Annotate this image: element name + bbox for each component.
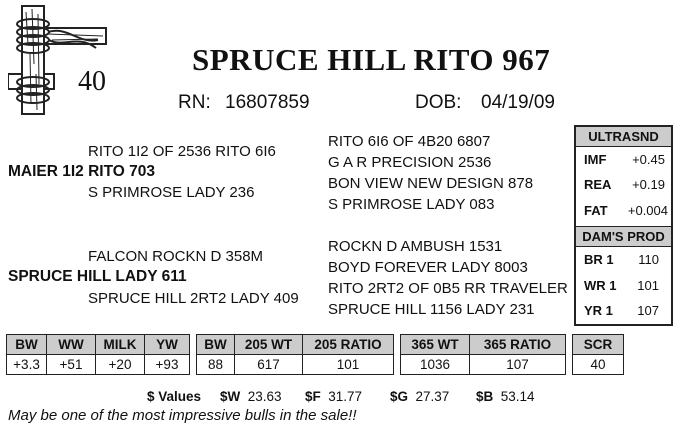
actual-205ratio-value: 101: [303, 355, 394, 375]
actual-205wt-value: 617: [235, 355, 303, 375]
rea-value: +0.19: [632, 177, 665, 192]
br1-label: BR 1: [584, 252, 614, 267]
epd-bw-value: +3.3: [7, 355, 47, 375]
dollar-g: $G 27.37: [390, 389, 450, 404]
rn-label: RN:: [178, 92, 211, 113]
ggp-5: ROCKN D AMBUSH 1531: [328, 238, 503, 255]
ggp-8: SPRUCE HILL 1156 LADY 231: [328, 301, 535, 318]
sire-sire: RITO 1I2 OF 2536 RITO 6I6: [88, 143, 276, 160]
epd-ww-value: +51: [47, 355, 96, 375]
ultrasound-row-fat: [576, 199, 671, 223]
sire: MAIER 1I2 RITO 703: [8, 163, 156, 180]
performance-value-row: [7, 355, 624, 375]
actual-bw-header: BW: [197, 335, 235, 355]
dob-value: 04/19/09: [481, 92, 555, 113]
rn-value: 16807859: [225, 92, 310, 113]
ultrasound-row-imf: [576, 148, 671, 172]
dam-dam: SPRUCE HILL 2RT2 LADY 409: [88, 290, 299, 307]
yr1-value: 107: [637, 303, 659, 318]
ultrasound-row-rea: [576, 173, 671, 197]
epd-ww-header: WW: [47, 335, 96, 355]
actual-bw-value: 88: [197, 355, 235, 375]
actual-365wt-value: 1036: [401, 355, 470, 375]
yr1-label: YR 1: [584, 303, 613, 318]
actual-scr-header: SCR: [573, 335, 624, 355]
ggp-6: BOYD FOREVER LADY 8003: [328, 259, 528, 276]
performance-table: [6, 334, 624, 375]
epd-bw-header: BW: [7, 335, 47, 355]
sire-dam: S PRIMROSE LADY 236: [88, 184, 255, 201]
wr1-value: 101: [637, 278, 659, 293]
fence-post-rope-logo: [8, 4, 108, 116]
actual-365ratio-header: 365 RATIO: [470, 335, 566, 355]
actual-205wt-header: 205 WT: [235, 335, 303, 355]
actual-205ratio-header: 205 RATIO: [303, 335, 394, 355]
imf-label: IMF: [584, 152, 607, 167]
epd-yw-header: YW: [145, 335, 190, 355]
rea-label: REA: [584, 177, 612, 192]
ggp-7: RITO 2RT2 OF 0B5 RR TRAVELER: [328, 280, 568, 297]
dams-row-wr1: [576, 274, 671, 298]
sale-comment: May be one of the most impressive bulls in the sale!!: [8, 407, 357, 424]
ultrasound-header: ULTRASND: [576, 127, 671, 147]
dob-label: DOB:: [415, 92, 462, 113]
ultrasound-dam-box: [574, 125, 673, 326]
actual-scr-value: 40: [573, 355, 624, 375]
actual-365ratio-value: 107: [470, 355, 566, 375]
wr1-label: WR 1: [584, 278, 617, 293]
ggp-1: RITO 6I6 OF 4B20 6807: [328, 133, 491, 150]
dams-prod-header: DAM'S PROD: [576, 226, 671, 247]
epd-milk-header: MILK: [96, 335, 145, 355]
lot-number: 40: [78, 66, 106, 97]
ggp-2: G A R PRECISION 2536: [328, 154, 492, 171]
dollar-b: $B 53.14: [476, 389, 535, 404]
dam-sire: FALCON ROCKN D 358M: [88, 248, 264, 265]
dollar-values-label: $ Values: [147, 389, 202, 404]
fat-value: +0.004: [627, 203, 668, 218]
ggp-3: BON VIEW NEW DESIGN 878: [328, 175, 534, 192]
ggp-4: S PRIMROSE LADY 083: [328, 196, 495, 213]
epd-milk-value: +20: [96, 355, 145, 375]
imf-value: +0.45: [632, 152, 665, 167]
actual-365wt-header: 365 WT: [401, 335, 470, 355]
dollar-w: $W 23.63: [220, 389, 282, 404]
performance-header-row: [7, 335, 624, 355]
dams-row-br1: [576, 248, 671, 272]
dam: SPRUCE HILL LADY 611: [8, 268, 187, 285]
fat-label: FAT: [584, 203, 608, 218]
dollar-f: $F 31.77: [305, 389, 363, 404]
animal-name: SPRUCE HILL RITO 967: [192, 42, 551, 77]
epd-yw-value: +93: [145, 355, 190, 375]
dams-row-yr1: [576, 299, 671, 323]
br1-value: 110: [638, 252, 659, 267]
